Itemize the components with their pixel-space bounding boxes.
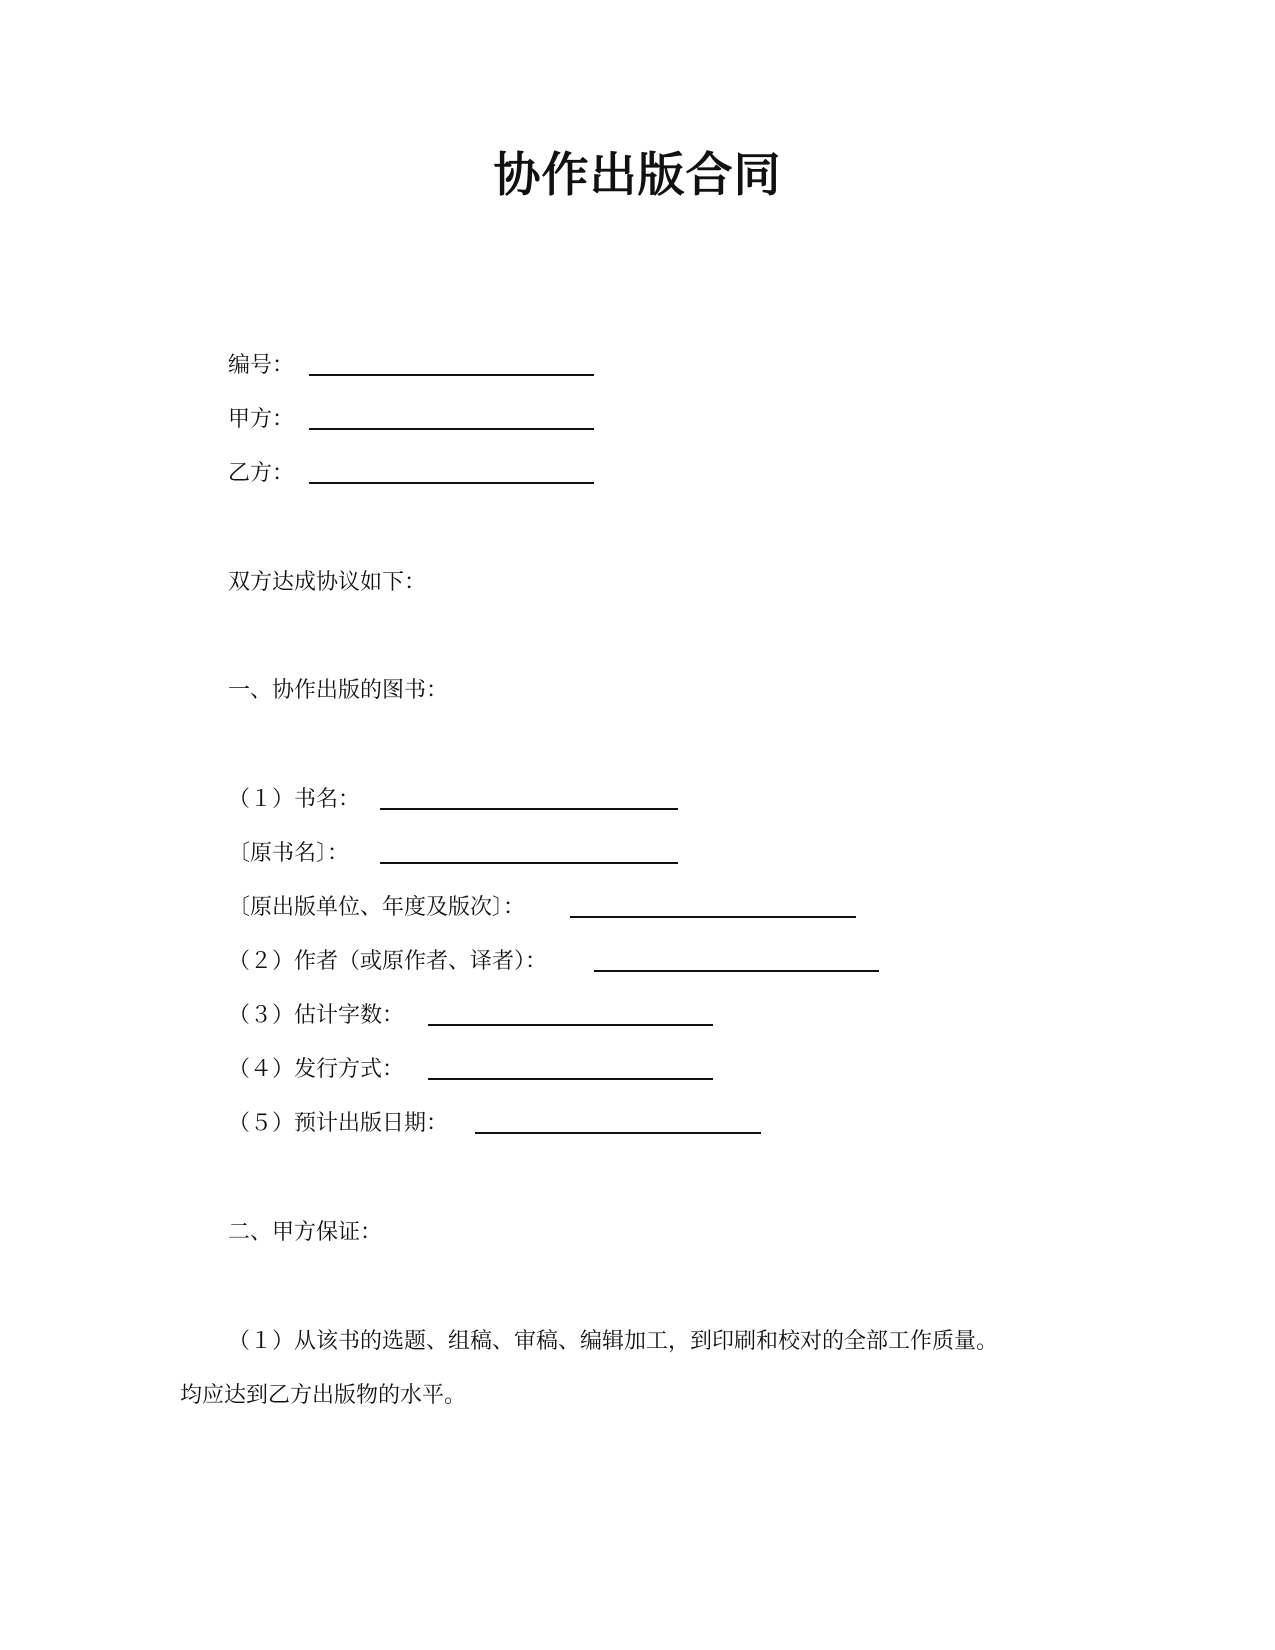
field-blank-party-a[interactable] <box>309 428 594 430</box>
field-blank-party-b[interactable] <box>309 482 594 484</box>
field-blank-original-publisher[interactable] <box>570 916 856 918</box>
field-label-publish-date: （５）预计出版日期： <box>228 1111 449 1136</box>
field-label-original-publisher: 〔原出版单位、年度及版次〕： <box>228 895 526 920</box>
document-title: 协作出版合同 <box>493 148 782 203</box>
field-blank-author[interactable] <box>594 970 879 972</box>
section-heading-2: 二、甲方保证： <box>228 1220 383 1245</box>
field-blank-distribution[interactable] <box>428 1078 713 1080</box>
field-label-distribution: （４）发行方式： <box>228 1057 405 1082</box>
field-label-number: 编号： <box>228 353 295 378</box>
field-label-book-title: （１）书名： <box>228 787 361 812</box>
field-label-author: （２）作者（或原作者、译者）： <box>228 949 548 974</box>
paragraph-line-2: 均应达到乙方出版物的水平。 <box>180 1383 467 1408</box>
field-blank-word-count[interactable] <box>428 1024 713 1026</box>
field-blank-publish-date[interactable] <box>475 1132 761 1134</box>
field-label-original-title: 〔原书名〕： <box>228 841 350 866</box>
paragraph-line-1: （１）从该书的选题、组稿、审稿、编辑加工，到印刷和校对的全部工作质量。 <box>228 1329 999 1354</box>
field-blank-number[interactable] <box>309 374 594 376</box>
intro-text: 双方达成协议如下： <box>228 570 427 595</box>
field-blank-original-title[interactable] <box>380 862 678 864</box>
field-label-party-a: 甲方： <box>228 407 295 432</box>
field-label-word-count: （３）估计字数： <box>228 1003 405 1028</box>
field-label-party-b: 乙方： <box>228 461 295 486</box>
section-heading-1: 一、协作出版的图书： <box>228 678 449 703</box>
field-blank-book-title[interactable] <box>380 808 678 810</box>
